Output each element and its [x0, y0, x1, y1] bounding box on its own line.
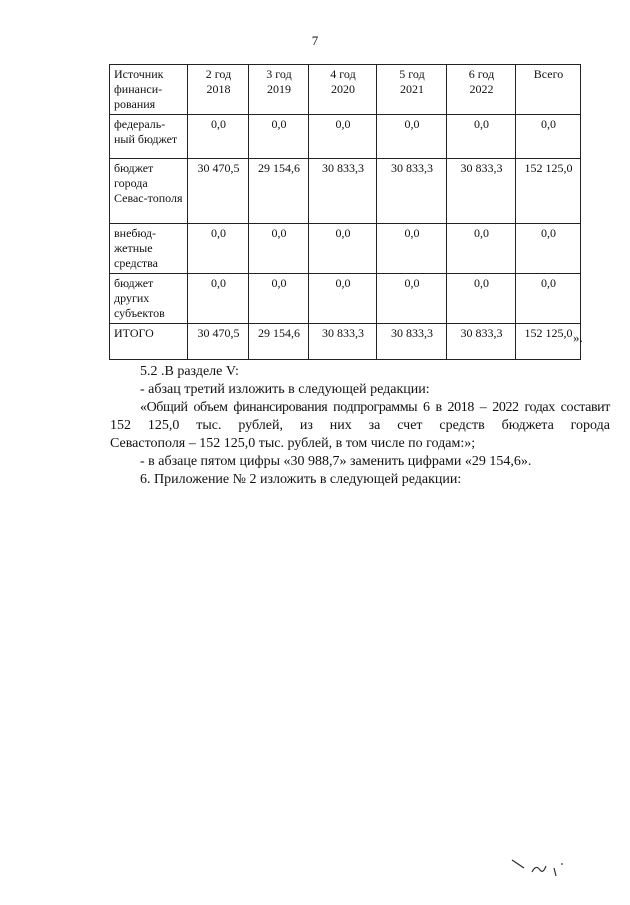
- value-cell: 0,0: [377, 224, 447, 274]
- table-closing-quote: ».: [573, 330, 583, 345]
- value-cell: 0,0: [377, 115, 447, 159]
- header-year-cell: [309, 65, 377, 115]
- value-cell: 0,0: [249, 274, 309, 324]
- value-cell: 30 470,5: [188, 324, 249, 360]
- value-cell: 30 833,3: [377, 159, 447, 224]
- value-cell: 0,0: [249, 115, 309, 159]
- value-cell: 0,0: [447, 115, 516, 159]
- header-year-label: 4 год: [330, 67, 356, 81]
- section-heading: 5.2 .В разделе V:: [140, 364, 239, 379]
- amendment-item: - абзац третий изложить в следующей редакции:: [140, 382, 430, 397]
- header-year-label: 2 год: [205, 67, 232, 81]
- table-total-row: [110, 324, 581, 360]
- value-cell: 30 833,3: [447, 159, 516, 224]
- row-source-cell: бюджет города Севас-тополя: [110, 159, 188, 224]
- value-cell: 0,0: [447, 274, 516, 324]
- header-year-value: 2019: [267, 82, 291, 96]
- header-year-cell: [377, 65, 447, 115]
- value-cell: 30 833,3: [377, 324, 447, 360]
- header-year-label: 6 год: [468, 67, 495, 81]
- header-year-value: 2020: [331, 82, 355, 96]
- value-cell: 0,0: [309, 274, 377, 324]
- header-year-value: 2021: [400, 82, 424, 96]
- value-cell: 0,0: [188, 224, 249, 274]
- value-cell: 30 833,3: [447, 324, 516, 360]
- total-cell: 0,0: [516, 115, 581, 159]
- total-cell: 0,0: [516, 224, 581, 274]
- value-cell: 30 470,5: [188, 159, 249, 224]
- signature-mark: [510, 852, 570, 882]
- value-cell: 0,0: [309, 115, 377, 159]
- row-source-cell: федераль-ный бюджет: [110, 115, 188, 159]
- total-cell: 152 125,0: [516, 159, 581, 224]
- value-cell: 29 154,6: [249, 324, 309, 360]
- quoted-text-line: 152 125,0 тыс. рублей, из них за счет средств бюджета города: [110, 418, 610, 433]
- table-row: [110, 274, 581, 324]
- amendment-item: 6. Приложение № 2 изложить в следующей редакции:: [140, 472, 462, 487]
- header-year-cell: [249, 65, 309, 115]
- value-cell: 0,0: [188, 115, 249, 159]
- row-source-cell: ИТОГО: [110, 324, 188, 360]
- header-year-cell: [447, 65, 516, 115]
- table-row: [110, 224, 581, 274]
- header-year-label: 5 год: [399, 67, 425, 81]
- header-source-cell: Источник финанси-рования: [110, 65, 188, 115]
- value-cell: 0,0: [377, 274, 447, 324]
- value-cell: 30 833,3: [309, 159, 377, 224]
- total-cell: 152 125,0: [516, 324, 581, 360]
- amendment-text: [110, 363, 610, 489]
- row-source-cell: внебюд-жетные средства: [110, 224, 188, 274]
- header-year-value: 2018: [206, 82, 231, 96]
- value-cell: 0,0: [309, 224, 377, 274]
- quoted-text-line: «Общий объем финансирования подпрограммы 6 в 2018 – 2022 годах составит: [140, 400, 610, 415]
- value-cell: 0,0: [447, 224, 516, 274]
- header-year-value: 2022: [469, 82, 494, 96]
- financing-table: [109, 64, 581, 360]
- table-row: [110, 115, 581, 159]
- amendment-item: - в абзаце пятом цифры «30 988,7» заменить цифрами «29 154,6».: [140, 454, 532, 469]
- table-header-row: [110, 65, 581, 115]
- value-cell: 29 154,6: [249, 159, 309, 224]
- value-cell: 0,0: [249, 224, 309, 274]
- header-year-label: 3 год: [266, 67, 292, 81]
- value-cell: 30 833,3: [309, 324, 377, 360]
- table-row: [110, 159, 581, 224]
- header-year-cell: [188, 65, 249, 115]
- value-cell: 0,0: [188, 274, 249, 324]
- quoted-text-line: Севастополя – 152 125,0 тыс. рублей, в том числе по годам:»;: [110, 436, 476, 451]
- total-cell: 0,0: [516, 274, 581, 324]
- header-total-cell: Всего: [516, 65, 581, 115]
- page-number: 7: [311, 33, 319, 48]
- row-source-cell: бюджет других субъектов: [110, 274, 188, 324]
